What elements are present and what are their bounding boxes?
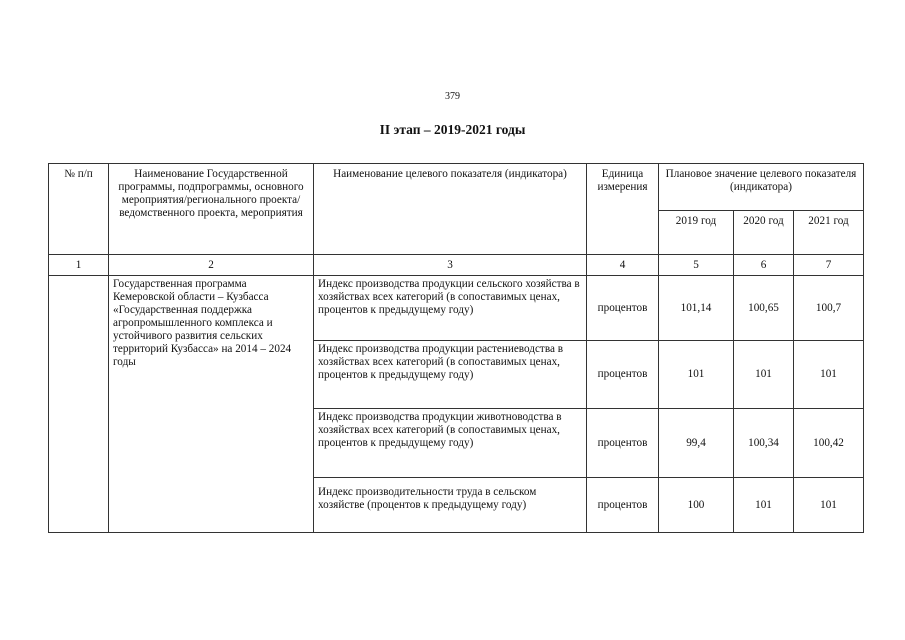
column-number: 7 — [794, 255, 864, 276]
column-number: 4 — [587, 255, 659, 276]
header-program-name: Наименование Государственной программы, подпрограммы, основного мероприятия/регионального проекта/ведомственного проекта, мероприятия — [109, 164, 314, 255]
indicator-name-cell: Индекс производительности труда в сельском хозяйстве (процентов к предыдущему году) — [314, 478, 587, 533]
indicator-name-cell: Индекс производства продукции растениеводства в хозяйствах всех категорий (в сопоставимых ценах, процентов к предыдущему году) — [314, 341, 587, 409]
value-2021-cell: 100,42 — [794, 409, 864, 478]
value-2019-cell: 101,14 — [659, 276, 734, 341]
program-num-cell — [49, 276, 109, 533]
header-indicator-name: Наименование целевого показателя (индикатора) — [314, 164, 587, 255]
indicator-name-cell: Индекс производства продукции животноводства в хозяйствах всех категорий (в сопоставимых ценах, процентов к предыдущему году) — [314, 409, 587, 478]
value-2020-cell: 101 — [734, 478, 794, 533]
header-num: № п/п — [49, 164, 109, 255]
page-number: 379 — [445, 91, 460, 102]
header-planned-value: Плановое значение целевого показателя (индикатора) — [659, 164, 864, 211]
header-year-2020: 2020 год — [734, 211, 794, 255]
stage-title: II этап – 2019-2021 годы — [379, 122, 526, 137]
header-row — [49, 164, 864, 211]
program-name-cell: Государственная программа Кемеровской области – Кузбасса «Государственная поддержка агропромышленного комплекса и устойчивого развития сельских территорий Кузбасса» на 2014 – 2024 годы — [109, 276, 314, 533]
column-number: 3 — [314, 255, 587, 276]
unit-cell: процентов — [587, 341, 659, 409]
value-2020-cell: 100,65 — [734, 276, 794, 341]
value-2021-cell: 101 — [794, 478, 864, 533]
value-2019-cell: 100 — [659, 478, 734, 533]
unit-cell: процентов — [587, 478, 659, 533]
value-2019-cell: 101 — [659, 341, 734, 409]
indicator-name-cell: Индекс производства продукции сельского хозяйства в хозяйствах всех категорий (в сопоставимых ценах, процентов к предыдущему году) — [314, 276, 587, 341]
value-2019-cell: 99,4 — [659, 409, 734, 478]
column-number: 5 — [659, 255, 734, 276]
unit-cell: процентов — [587, 276, 659, 341]
unit-cell: процентов — [587, 409, 659, 478]
header-unit: Единица измерения — [587, 164, 659, 255]
column-number: 6 — [734, 255, 794, 276]
column-numbers-row — [49, 255, 864, 276]
value-2020-cell: 100,34 — [734, 409, 794, 478]
value-2021-cell: 101 — [794, 341, 864, 409]
table-row — [49, 276, 864, 341]
column-number: 2 — [109, 255, 314, 276]
header-year-2019: 2019 год — [659, 211, 734, 255]
target-indicators-table — [48, 163, 864, 533]
header-year-2021: 2021 год — [794, 211, 864, 255]
column-number: 1 — [49, 255, 109, 276]
value-2021-cell: 100,7 — [794, 276, 864, 341]
value-2020-cell: 101 — [734, 341, 794, 409]
